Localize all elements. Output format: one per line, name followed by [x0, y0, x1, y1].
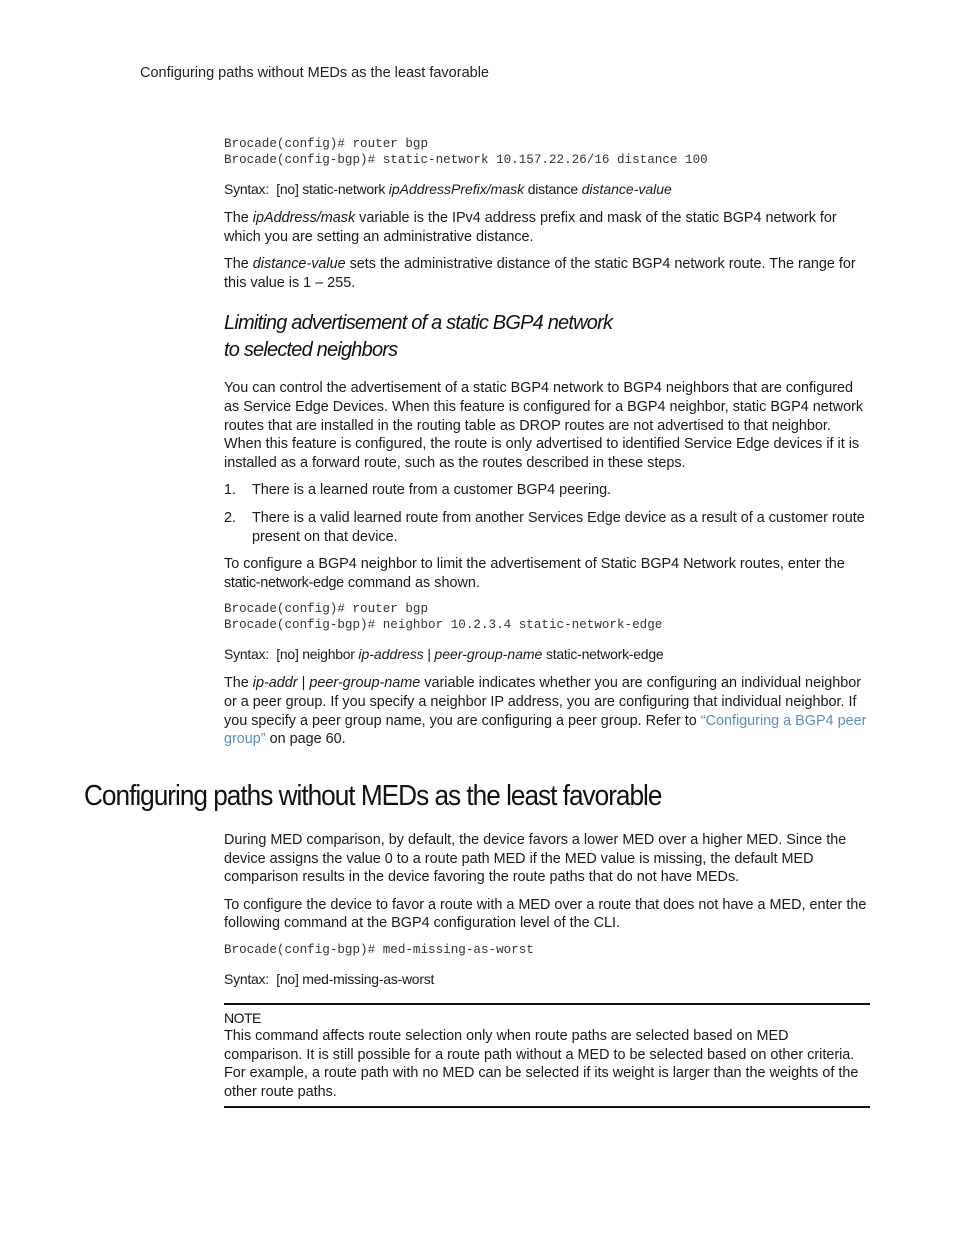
syntax-no-keyword: no [279, 646, 295, 663]
syntax-label: Syntax: [224, 181, 269, 197]
paragraph-ip-addr [224, 674, 870, 748]
list-text: There is a learned route from a customer BGP4 peering. [252, 482, 612, 499]
text: | [297, 675, 310, 692]
cross-reference-link[interactable]: “Configuring a BGP4 peer group” [224, 712, 867, 748]
paragraph-configure-med: To configure the device to favor a route with a MED over a route that does not have a MED, enter the following command at the BGP4 configuration level of the CLI. [224, 896, 867, 932]
variable-text: distance-value [252, 256, 346, 273]
command-text: static-network-edge [224, 574, 344, 591]
paragraph-med-comparison: During MED comparison, by default, the device favors a lower MED over a higher MED. Since the device assigns the value 0 to a route path MED if the MED value is missing, the default MED comparison results in the device favoring the route paths that do not have MEDs. [224, 832, 847, 886]
paragraph-limiting-intro: You can control the advertisement of a static BGP4 network to BGP4 neighbors that are configured as Service Edge Devices. When this feature is configured for a BGP4 neighbor, static BGP4 network routes that are installed in the routing table as DROP routes are not advertised to that neighbor. When this feature is configured, the route is only advertised to identified Service Edge devices if it is installed as a forward route, such as the routes described in these steps. [224, 380, 864, 471]
paragraph-distance-value [224, 255, 870, 292]
syntax-keyword: neighbor [302, 646, 355, 663]
syntax-variable: ipAddressPrefix/mask [388, 181, 525, 197]
code-block-neighbor: Brocade(config)# router bgp Brocade(config-bgp)# neighbor 10.2.3.4 static-network-edge [224, 602, 663, 633]
section-heading: Configuring paths without MEDs as the least favorable [84, 780, 662, 812]
syntax-keyword: distance [527, 181, 578, 197]
variable-text: peer-group-name [309, 675, 421, 692]
list-item [224, 509, 870, 546]
note-title: NOTE [224, 1009, 261, 1026]
text: variable is the IPv4 address prefix and mask of the static BGP4 network for which you are setting an administrative distance. [224, 210, 837, 245]
syntax-neighbor: Syntax: [no] neighbor ip-address | peer-group-name static-network-edge [224, 646, 664, 663]
paragraph-ipaddress [224, 209, 870, 246]
variable-text: ipAddress/mask [252, 210, 356, 226]
paragraph-static-network-edge [224, 555, 870, 592]
top-content [224, 136, 870, 758]
note-box [224, 1003, 870, 1108]
text: The [224, 210, 253, 226]
variable-text: ip-addr [252, 675, 298, 692]
syntax-keyword: med-missing-as-worst [302, 970, 435, 987]
list-item [224, 481, 870, 500]
text: The [224, 675, 253, 692]
code-block-static-network: Brocade(config)# router bgp Brocade(config-bgp)# static-network 10.157.22.26/16 distance 100 [224, 137, 708, 167]
running-header: Configuring paths without MEDs as the least favorable [140, 65, 489, 81]
steps-list [224, 481, 870, 546]
syntax-no-keyword: no [279, 970, 295, 987]
syntax-no-keyword: no [279, 181, 295, 197]
syntax-label: Syntax: [224, 970, 269, 987]
subsection-heading [224, 310, 870, 364]
text: command as shown. [343, 574, 480, 591]
syntax-variable: peer-group-name [434, 646, 543, 663]
text: The [224, 256, 253, 273]
syntax-label: Syntax: [224, 646, 269, 663]
syntax-variable: ip-address [358, 646, 424, 663]
heading-line: to selected neighbors [224, 339, 398, 362]
note-body: This command affects route selection only when route paths are selected based on MED comparison. It is still possible for a route path without a MED to be selected based on other criteria. For example, a route path with no MED can be selected if its weight is larger than the weights of the other route paths. [224, 1027, 859, 1100]
text: sets the administrative distance of the static BGP4 network route. The range for this value is 1 – 255. [224, 256, 856, 291]
text: variable indicates whether you are configuring an individual neighbor or a peer group. If you specify a neighbor IP address, you are configuring that individual neighbor. If you specify a peer group name, you are configuring a peer group. Refer to [224, 675, 862, 729]
heading-line: Limiting advertisement of a static BGP4 network [224, 312, 613, 335]
syntax-keyword: static-network-edge [545, 646, 664, 663]
text: on page 60. [265, 731, 346, 748]
syntax-static-network: Syntax: [no] static-network ipAddressPrefix/mask distance distance-value [224, 181, 672, 197]
syntax-med-missing: Syntax: [no] med-missing-as-worst [224, 970, 435, 987]
syntax-keyword: static-network [302, 181, 386, 197]
list-number: 1. [224, 482, 237, 499]
code-block-med-missing: Brocade(config-bgp)# med-missing-as-worst [224, 942, 534, 957]
list-text: There is a valid learned route from another Services Edge device as a result of a customer route present on that device. [252, 509, 865, 545]
section-content [224, 831, 870, 1108]
syntax-variable: distance-value [581, 181, 672, 197]
list-number: 2. [224, 509, 237, 526]
syntax-separator: | [427, 646, 431, 663]
text: To configure a BGP4 neighbor to limit the advertisement of Static BGP4 Network routes, enter the [224, 556, 845, 573]
